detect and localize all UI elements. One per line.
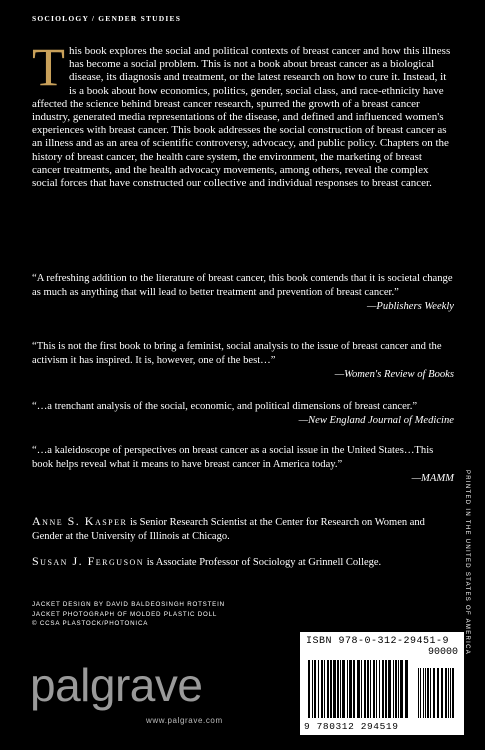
quote-text: “…a trenchant analysis of the social, economic, and political dimensions of breast cancer.” (32, 401, 418, 412)
review-quote-3 (32, 400, 454, 428)
quote-text: “…a kaleidoscope of perspectives on breast cancer as a social issue in the United States…This book helps reveal what it means to have breast cancer in America today.” (32, 445, 434, 470)
price-code: 90000 (427, 647, 458, 658)
category-label: SOCIOLOGY / GENDER STUDIES (32, 14, 182, 23)
quote-source: —New England Journal of Medicine (298, 415, 454, 426)
quote-text: “This is not the first book to bring a feminist, social analysis to the issue of breast cancer and the activism it has inspired. It is, however, one of the best…” (32, 341, 442, 366)
credit-line: © CCSA PLASTOCK/PHOTONICA (32, 620, 149, 627)
author-bio-2 (32, 554, 454, 570)
printed-in-text: PRINTED IN THE UNITED STATES OF AMERICA (464, 470, 470, 656)
description-text: his book explores the social and political contexts of breast cancer and how this illness has become a social problem. This is not a book about breast cancer as a biological disease, its diagnosis and treatment, or the latest research on how to cure it. Instead, it is a book about how economics, politics, gender, social class, and race-ethnicity have affected the science behind breast cancer research, spurred the growth of a breast cancer industry, generated media representations of the disease, and defined and influenced women's experiences with breast cancer. This book addresses the social construction of breast cancer as an illness and as an area of scientific controversy, advocacy, and public policy. Chapters on the history of breast cancer, the health care system, the environment, the marketing of breast cancer treatments, and the health advocacy movements, among others, reveal the complex social forces that have constructed our collective and individual responses to breast cancer. (32, 45, 451, 190)
drop-cap: T (32, 37, 65, 97)
barcode-bars (308, 660, 458, 718)
barcode (300, 632, 464, 735)
book-description (32, 37, 452, 190)
author-bio: is Senior Research Scientist at the Center for Research on Women and Gender at the University of Illinois at Chicago. (32, 517, 425, 542)
author-bio: is Associate Professor of Sociology at Grinnell College. (144, 557, 382, 568)
publisher-logo: palgrave (30, 659, 203, 711)
review-quote-1 (32, 272, 454, 314)
credit-line: JACKET PHOTOGRAPH OF MOLDED PLASTIC DOLL (32, 610, 218, 618)
author-bio-1 (32, 514, 454, 544)
quote-source: —MAMM (411, 473, 454, 484)
ean-digits: 9 780312 294519 (304, 721, 399, 732)
publisher-website: www.palgrave.com (146, 716, 223, 725)
author-name: Anne S. Kasper (32, 514, 128, 528)
isbn-label: ISBN 978-0-312-29451-9 (306, 636, 450, 647)
review-quote-2 (32, 340, 454, 382)
credit-line: JACKET DESIGN BY DAVID BALDEOSINGH ROTSTEIN (32, 601, 225, 608)
quote-text: “A refreshing addition to the literature of breast cancer, this book contends that it is societal change as much as anything that will lead to better treatment and prevention of breast cancer.” (32, 273, 453, 298)
author-name: Susan J. Ferguson (32, 554, 145, 568)
quote-source: —Publishers Weekly (367, 301, 454, 312)
quote-source: —Women's Review of Books (334, 369, 454, 380)
review-quote-4 (32, 444, 454, 486)
jacket-credits (32, 600, 225, 629)
